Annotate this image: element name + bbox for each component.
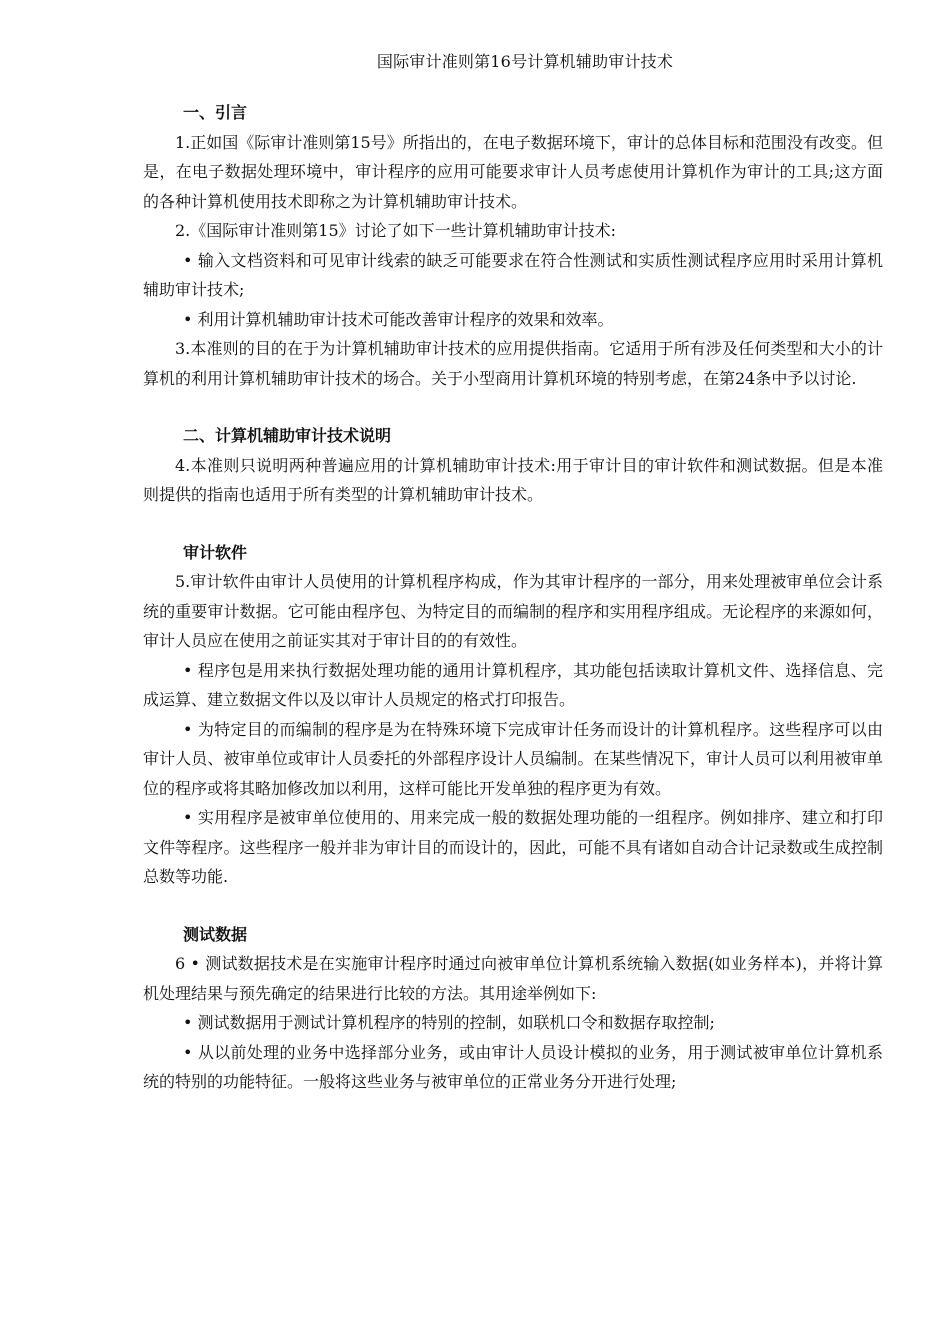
bullet-item: • 从以前处理的业务中选择部分业务，或由审计人员设计模拟的业务，用于测试被审单位计算机系统的特别的功能特征。一般将这些业务与被审单位的正常业务分开进行处理; [143, 1042, 883, 1091]
bullet-item: • 输入文档资料和可见审计线索的缺乏可能要求在符合性测试和实质性测试程序应用时采用计算机辅助审计技术; [143, 250, 883, 299]
bullet-item: • 测试数据用于测试计算机程序的特别的控制，如联机口令和数据存取控制; [183, 1013, 715, 1032]
paragraph: 5.审计软件由审计人员使用的计算机程序构成，作为其审计程序的一部分，用来处理被审单位会计系统的重要审计数据。它可能由程序包、为特定目的而编制的程序和实用程序组成。无论程序的来源如何，审计人员应在使用之前证实其对于审计目的的有效性。 [143, 572, 883, 650]
section-heading-test-data: 测试数据 [183, 924, 248, 944]
bullet-item: • 为特定目的而编制的程序是为在特殊环境下完成审计任务而设计的计算机程序。这些程序可以由审计人员、被审单位或审计人员委托的外部程序设计人员编制。在某些情况下，审计人员可以利用被审单位的程序或将其略加修改加以利用，这样可能比开发单独的程序更为有效。 [143, 719, 883, 798]
section-gap [143, 510, 883, 538]
paragraph: 3.本准则的目的在于为计算机辅助审计技术的应用提供指南。它适用于所有涉及任何类型和大小的计算机的利用计算机辅助审计技术的场合。关于小型商用计算机环境的特别考虑，在第24条中予以讨论. [143, 339, 883, 388]
bullet-item: • 程序包是用来执行数据处理功能的通用计算机程序，其功能包括读取计算机文件、选择信息、完成运算、建立数据文件以及以审计人员规定的格式打印报告。 [143, 660, 883, 709]
paragraph: 2.《国际审计准则第15》讨论了如下一些计算机辅助审计技术: [175, 221, 617, 240]
paragraph: 1.正如国《际审计准则第15号》所指出的，在电子数据环境下，审计的总体目标和范围没有改变。但是，在电子数据处理环境中，审计程序的应用可能要求审计人员考虑使用计算机作为审计的工具;这方面的各种计算机使用技术即称之为计算机辅助审计技术。 [143, 132, 883, 211]
section-heading-caat-description: 二、计算机辅助审计技术说明 [183, 426, 392, 445]
paragraph: 4.本准则只说明两种普遍应用的计算机辅助审计技术:用于审计目的审计软件和测试数据。但是本准则提供的指南也适用于所有类型的计算机辅助审计技术。 [143, 455, 883, 504]
section-gap [143, 892, 883, 920]
bullet-item: • 实用程序是被审单位使用的、用来完成一般的数据处理功能的一组程序。例如排序、建立和打印文件等程序。这些程序一般并非为审计目的而设计的，因此，可能不具有诸如自动合计记录数或生成控制总数等功能. [143, 808, 883, 886]
bullet-item: • 利用计算机辅助审计技术可能改善审计程序的效果和效率。 [183, 309, 614, 329]
paragraph: 6 • 测试数据技术是在实施审计程序时通过向被审单位计算机系统输入数据(如业务样本)，并将计算机处理结果与预先确定的结果进行比较的方法。其用途举例如下: [143, 954, 883, 1003]
section-heading-introduction: 一、引言 [183, 103, 248, 122]
section-heading-audit-software: 审计软件 [183, 542, 248, 562]
document-title: 国际审计准则第16号计算机辅助审计技术 [376, 52, 674, 71]
document-body [143, 98, 883, 1097]
section-gap [143, 393, 883, 421]
